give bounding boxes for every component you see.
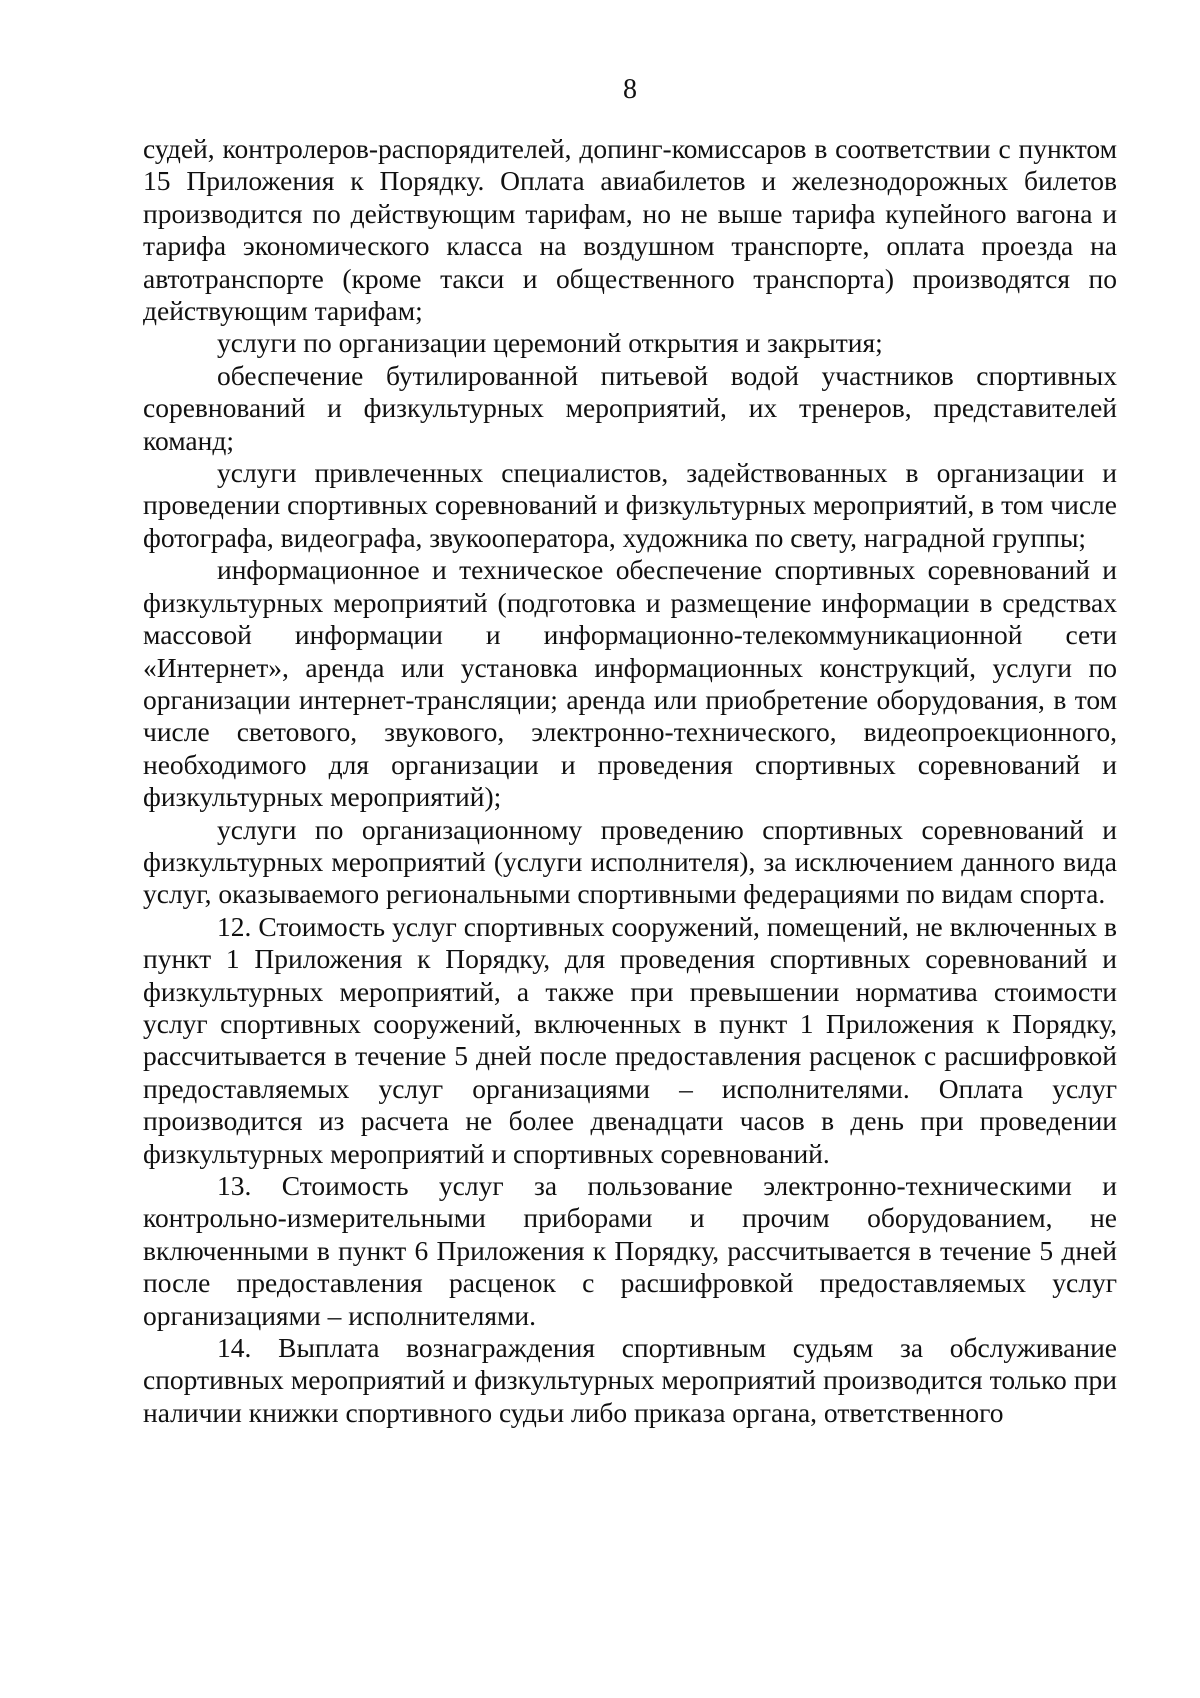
paragraph-bottled-water: обеспечение бутилированной питьевой водой участников спортивных соревнований и физкультурных мероприятий, их тренеров, представителей команд; [143,359,1117,456]
paragraph-information-support: информационное и техническое обеспечение спортивных соревнований и физкультурных мероприятий (подготовка и размещение информации в средствах массовой информации и информационно-телекоммуникационной сети «Интернет», аренда или установка информационных конструкций, услуги по организации интернет-трансляции; аренда или приобретение оборудования, в том числе светового, звукового, электронно-технического, видеопроекционного, необходимого для организации и проведения спортивных соревнований и физкультурных мероприятий); [143,554,1117,813]
paragraph-travel-payment: судей, контролеров-распорядителей, допинг-комиссаров в соответствии с пунктом 15 Приложения к Порядку. Оплата авиабилетов и железнодорожных билетов производится по действующим тарифам, но не выше тарифа купейного вагона и тарифа экономического класса на воздушном транспорте, оплата проезда на автотранспорте (кроме такси и общественного транспорта) производятся по действующим тарифам; [143,133,1117,327]
paragraph-ceremonies: услуги по организации церемоний открытия и закрытия; [217,327,883,359]
paragraph-specialists: услуги привлеченных специалистов, задействованных в организации и проведении спортивных соревнований и физкультурных мероприятий, в том числе фотографа, видеографа, звукооператора, художника по свету, наградной группы; [143,457,1117,553]
paragraph-item-13: 13. Стоимость услуг за пользование электронно-техническими и контрольно-измерительными приборами и прочим оборудованием, не включенными в пункт 6 Приложения к Порядку, рассчитывается в течение 5 дней после предоставления расценок с расшифровкой предоставляемых услуг организациями – исполнителями. [143,1170,1117,1331]
paragraph-item-12: 12. Стоимость услуг спортивных сооружений, помещений, не включенных в пункт 1 Приложения к Порядку, для проведения спортивных соревнований и физкультурных мероприятий, а также при превышении норматива стоимости услуг спортивных сооружений, включенных в пункт 1 Приложения к Порядку, рассчитывается в течение 5 дней после предоставления расценок с расшифровкой предоставляемых услуг организациями – исполнителями. Оплата услуг производится из расчета не более двенадцати часов в день при проведении физкультурных мероприятий и спортивных соревнований. [143,910,1117,1169]
paragraph-item-14: 14. Выплата вознаграждения спортивным судьям за обслуживание спортивных мероприятий и физкультурных мероприятий производится только при наличии книжки спортивного судьи либо приказа органа, ответственного [143,1332,1117,1428]
document-body [143,133,1117,1429]
paragraph-organizer-services: услуги по организационному проведению спортивных соревнований и физкультурных мероприятий (услуги исполнителя), за исключением данного вида услуг, оказываемого региональными спортивными федерациями по видам спорта. [143,813,1117,910]
page-number: 8 [623,74,637,105]
